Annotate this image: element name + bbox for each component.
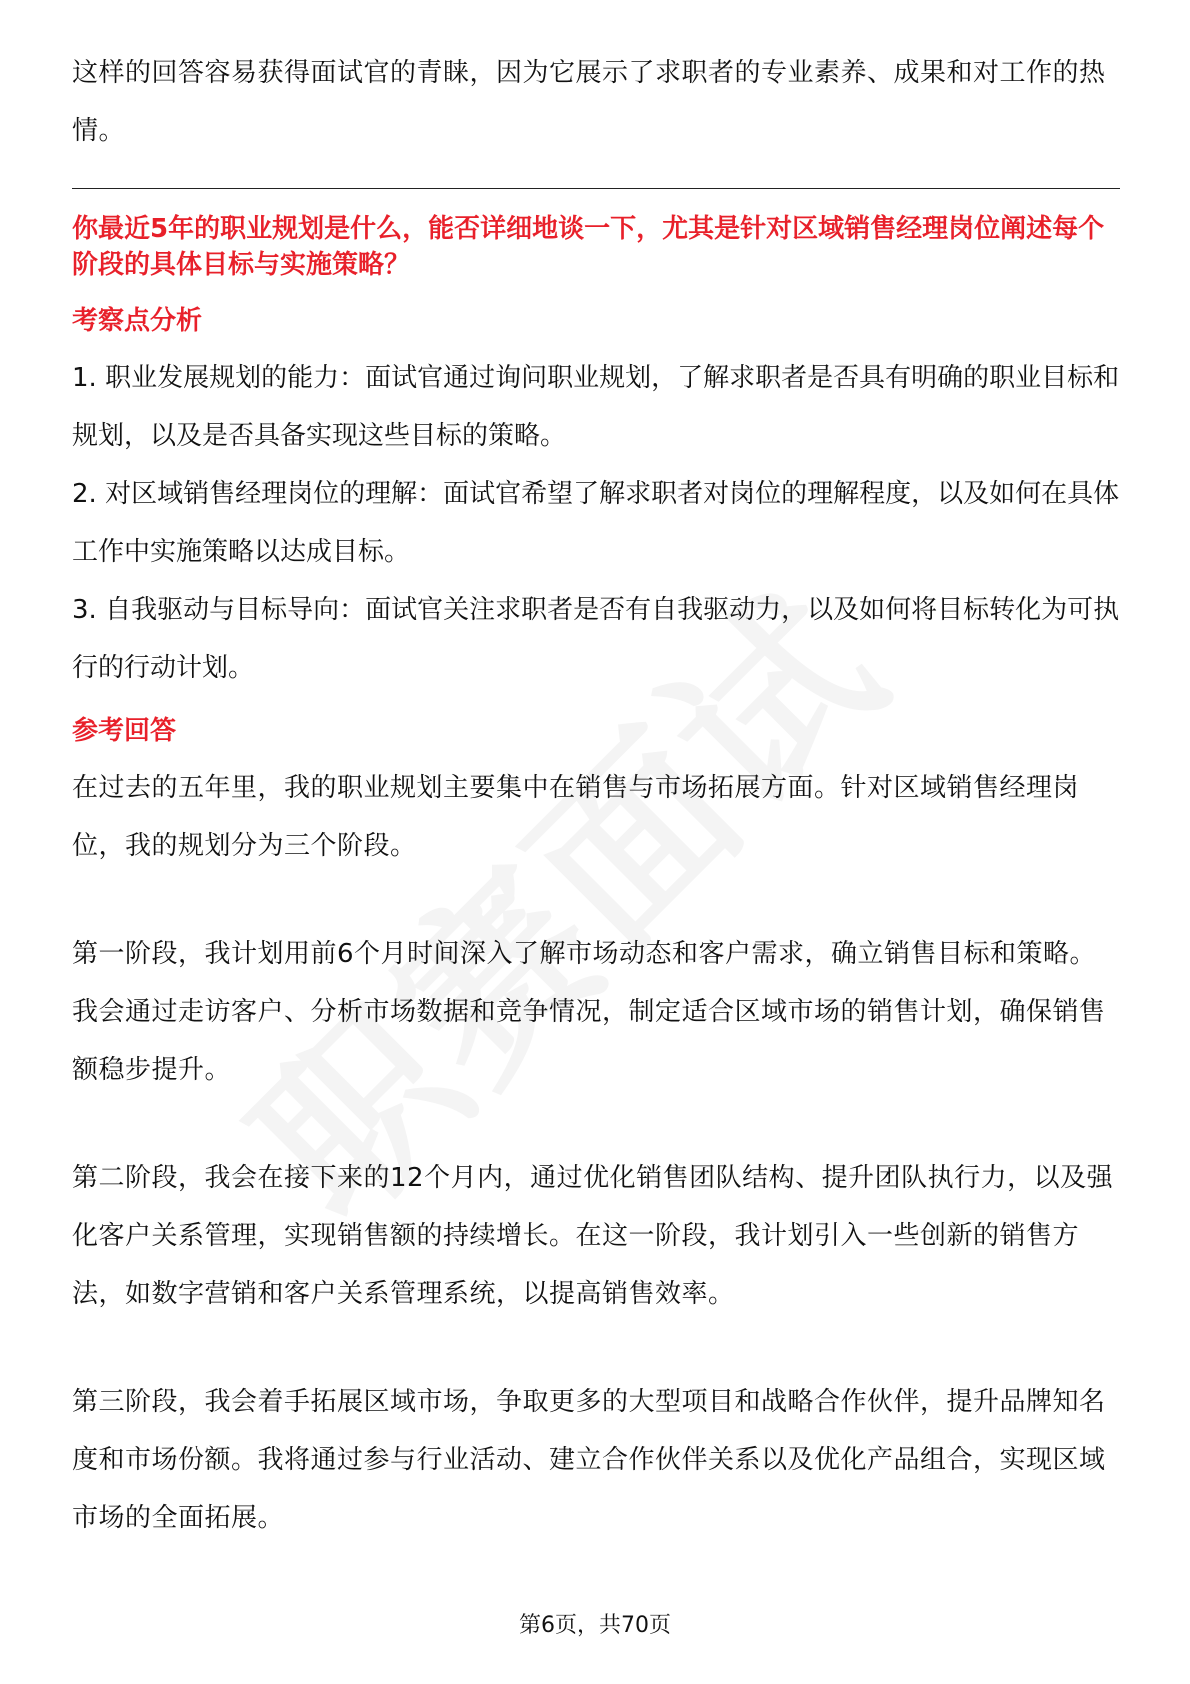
answer-paragraph-3: 第二阶段，我会在接下来的12个月内，通过优化销售团队结构、提升团队执行力，以及强化客户关系管理，实现销售额的持续增长。在这一阶段，我计划引入一些创新的销售方法，如数字营销和客户关系管理系统，以提高销售效率。: [72, 1163, 1114, 1309]
page-number: 第6页，共70页: [519, 1613, 671, 1638]
analysis-title: 考察点分析: [72, 306, 203, 336]
answer-paragraph-4: 第三阶段，我会着手拓展区域市场，争取更多的大型项目和战略合作伙伴，提升品牌知名度和市场份额。我将通过参与行业活动、建立合作伙伴关系以及优化产品组合，实现区域市场的全面拓展。: [72, 1387, 1106, 1533]
answer-paragraph-2: 第一阶段，我计划用前6个月时间深入了解市场动态和客户需求，确立销售目标和策略。我会通过走访客户、分析市场数据和竞争情况，制定适合区域市场的销售计划，确保销售额稳步提升。: [72, 939, 1106, 1085]
answer-title: 参考回答: [72, 716, 177, 746]
page-content: [72, 44, 1120, 1547]
answer-paragraph-1: 在过去的五年里，我的职业规划主要集中在销售与市场拓展方面。针对区域销售经理岗位，我的规划分为三个阶段。: [72, 773, 1080, 861]
intro-paragraph: 这样的回答容易获得面试官的青睐，因为它展示了求职者的专业素养、成果和对工作的热情。: [72, 58, 1106, 146]
analysis-item-1: 1. 职业发展规划的能力：面试官通过询问职业规划，了解求职者是否具有明确的职业目标和规划，以及是否具备实现这些目标的策略。: [72, 363, 1120, 451]
analysis-item-2: 2. 对区域销售经理岗位的理解：面试官希望了解求职者对岗位的理解程度，以及如何在具体工作中实施策略以达成目标。: [72, 479, 1120, 567]
section-divider: [72, 188, 1120, 189]
question-heading: 你最近5年的职业规划是什么，能否详细地谈一下，尤其是针对区域销售经理岗位阐述每个阶段的具体目标与实施策略？: [72, 214, 1105, 280]
analysis-item-3: 3. 自我驱动与目标导向：面试官关注求职者是否有自我驱动力，以及如何将目标转化为可执行的行动计划。: [72, 595, 1120, 683]
